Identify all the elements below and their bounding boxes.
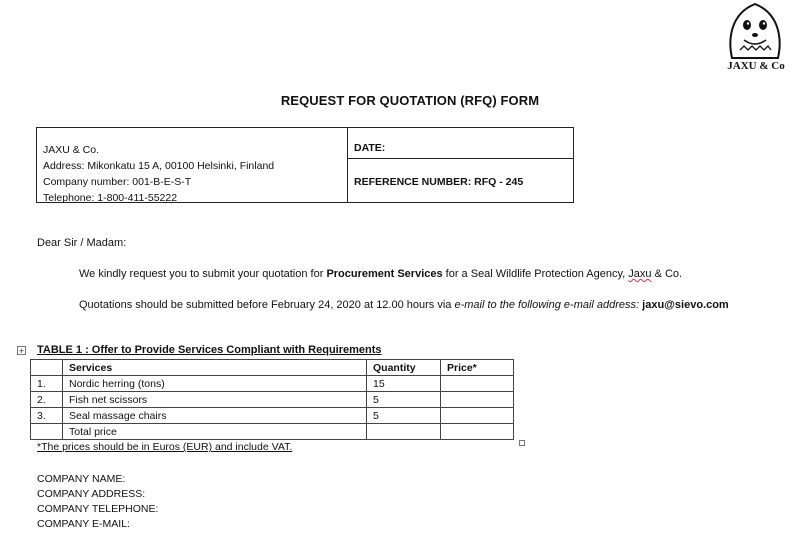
total-price[interactable] [441,424,514,440]
row-service[interactable]: Seal massage chairs [63,408,367,424]
contact-email[interactable]: jaxu@sievo.com [642,299,729,311]
company-number: Company number: 001-B-E-S-T [43,176,192,188]
total-num [31,424,63,440]
seal-mascot-icon [724,0,786,60]
row-quantity[interactable]: 15 [367,376,441,392]
p1-bold: Procurement Services [326,268,443,280]
table-caption: TABLE 1 : Offer to Provide Services Compliant with Requirements [37,344,382,356]
table-header-row [31,360,514,376]
company-telephone-field[interactable]: COMPANY TELEPHONE: [37,503,159,515]
header-price: Price* [441,360,514,376]
services-table [30,359,514,440]
company-logo [720,0,790,76]
company-telephone: Telephone: 1-800-411-55222 [43,192,178,204]
row-num: 1. [31,376,63,392]
table-row [31,408,514,424]
table-resize-handle[interactable] [519,440,525,446]
company-name: JAXU & Co. [43,144,100,156]
date-field[interactable]: DATE: [348,128,574,159]
table-move-handle[interactable]: + [18,346,25,356]
table-row [31,376,514,392]
deadline-paragraph [79,299,729,311]
header-quantity: Quantity [367,360,441,376]
total-label: Total price [63,424,367,440]
company-name-field[interactable]: COMPANY NAME: [37,473,126,485]
greeting: Dear Sir / Madam: [37,237,127,249]
row-quantity[interactable]: 5 [367,392,441,408]
row-quantity[interactable]: 5 [367,408,441,424]
company-email-field[interactable]: COMPANY E-MAIL: [37,518,130,530]
row-service[interactable]: Nordic herring (tons) [63,376,367,392]
company-address: Address: Mikonkatu 15 A, 00100 Helsinki, Finland [43,160,275,172]
p1-text: We kindly request you to submit your quotation for [79,268,327,280]
row-num: 2. [31,392,63,408]
p1-mid: for a Seal Wildlife Protection Agency, [442,268,629,280]
company-address-field[interactable]: COMPANY ADDRESS: [37,488,146,500]
table-row [31,392,514,408]
header-services: Services [63,360,367,376]
header-num [31,360,63,376]
spellcheck-word[interactable]: Jaxu [628,268,652,280]
company-fields [37,472,158,532]
row-num: 3. [31,408,63,424]
total-row [31,424,514,440]
price-footnote: *The prices should be in Euros (EUR) and include VAT. [37,441,293,453]
p2-italic: e-mail to the following e-mail address: [454,299,640,311]
request-paragraph [79,268,682,280]
p1-end: & Co. [651,268,683,280]
row-price[interactable] [441,376,514,392]
row-service[interactable]: Fish net scissors [63,392,367,408]
page-title: REQUEST FOR QUOTATION (RFQ) FORM [280,93,540,108]
p2-text: Quotations should be submitted before February 24, 2020 at 12.00 hours via [79,299,455,311]
total-quantity[interactable] [367,424,441,440]
row-price[interactable] [441,408,514,424]
header-box [36,127,574,203]
reference-number: REFERENCE NUMBER: RFQ - 245 [354,176,524,188]
logo-text: JAXU & Co [727,60,785,72]
row-price[interactable] [441,392,514,408]
company-info [37,128,348,202]
